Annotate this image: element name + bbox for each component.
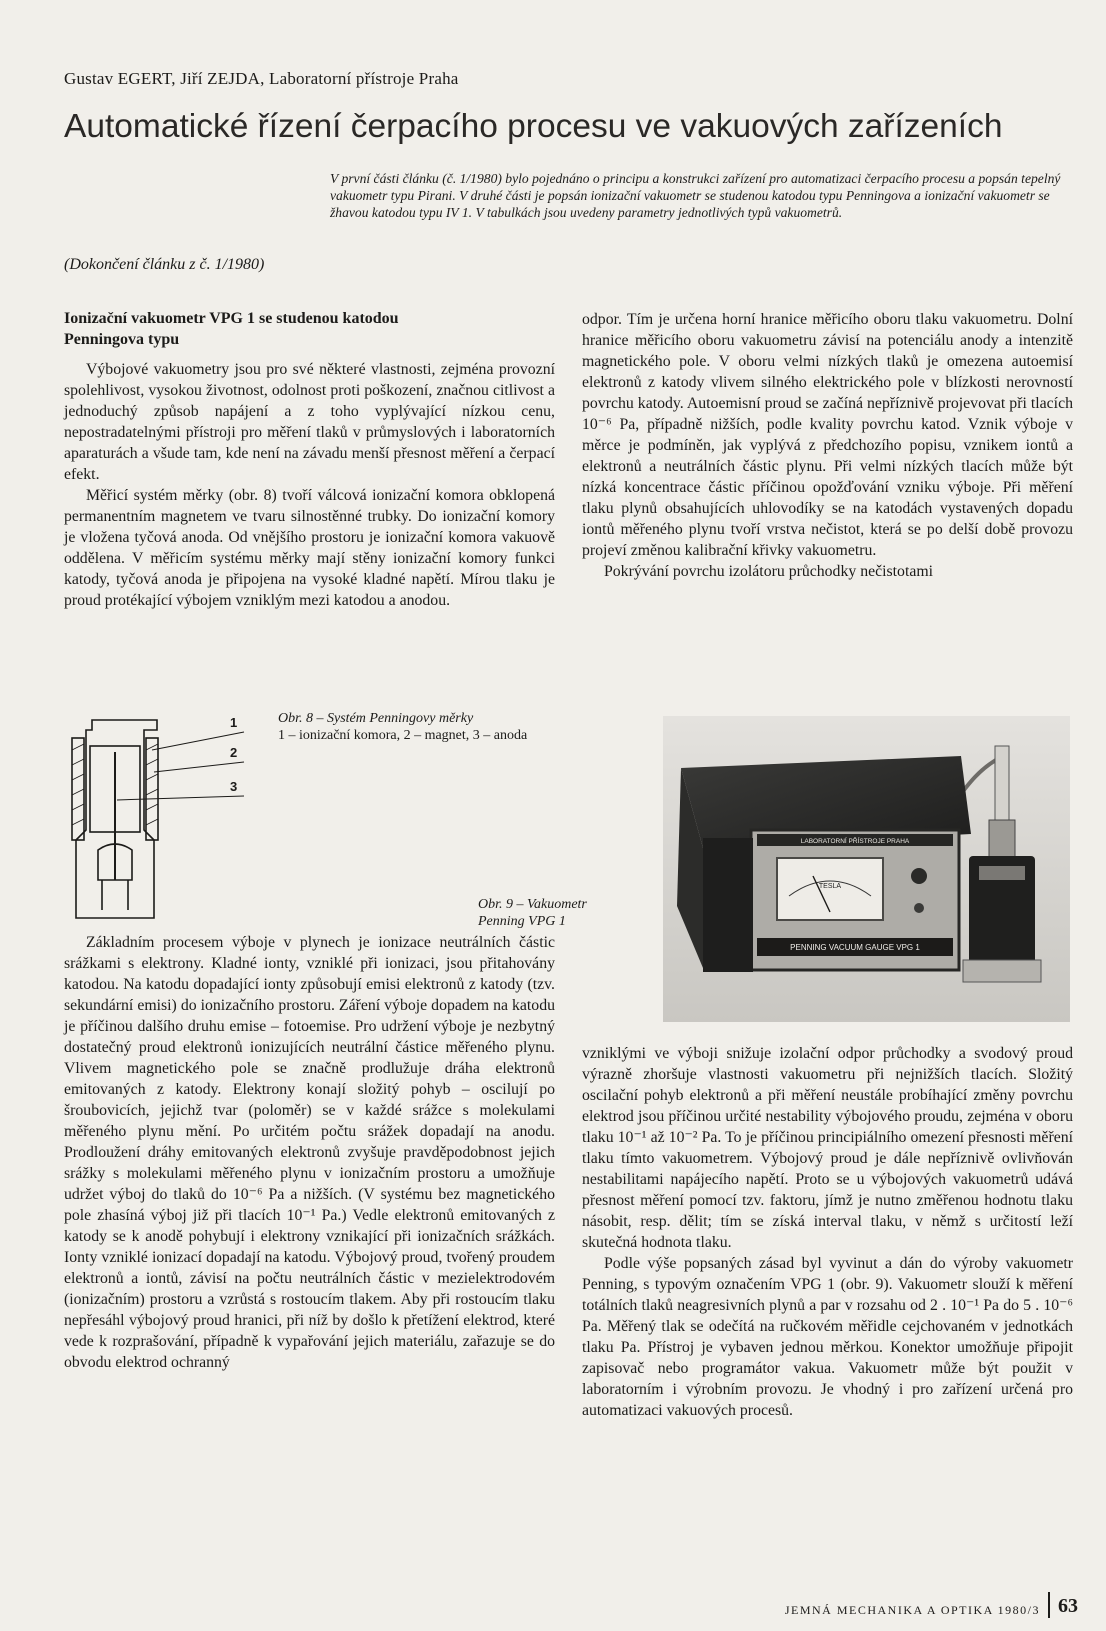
paragraph: Výbojové vakuometry jsou pro své některé vlastnosti, zejména provozní spolehlivost, vysokou životnost, odolnost proti poškození, značnou citlivost a jednoduchý způsob napájení a z toho vyplývající nízkou cenu, nepostradatelnými přístroji pro měření tlaků v průmyslových i laboratorních aparaturách a všude tam, kde není na závadu menší přesnost měření a čerpací efekt.	[64, 361, 555, 483]
maker-label: LABORATORNÍ PŘÍSTROJE PRAHA	[800, 838, 910, 845]
magnet-left	[72, 738, 84, 840]
paragraph: Podle výše popsaných zásad byl vyvinut a dán do výroby vakuometr Penning, s typovým označením VPG 1 (obr. 9). Vakuometr slouží k měření totálních tlaků neagresivních plynů a par v rozsahu od 2 . 10⁻¹ Pa do 5 . 10⁻⁶ Pa. Měřený tlak se odečítá na ručkovém měřidle cejchovaném v jednotkách tlaku Pa. Přístroj je vybaven jednou měrkou. Konektor umožňuje připojit zapisovač nebo programátor vakua. Vakuometr může být použit v laboratorním i výrobním provozu. Je vhodný i pro zařízení určená pro automatizaci vakuových procesů.	[582, 1255, 1073, 1419]
fig9-caption-line2: Penning VPG 1	[478, 914, 566, 929]
page-number: 63	[1058, 1595, 1078, 1617]
fig9-caption-line1: Obr. 9 – Vakuometr	[478, 897, 587, 912]
fig8-caption	[278, 710, 638, 744]
left-column-bottom	[64, 932, 555, 1373]
abstract: V první části článku (č. 1/1980) bylo pojednáno o principu a konstrukci zařízení pro automatizaci čerpacího procesu a popsán tepelný vakuometr typu Pirani. V druhé části je popsán ionizační vakuometr se studenou katodou typu Penningova a ionizační vakuometr se žhavou katodou typu IV 1. V tabulkách jsou uvedeny parametry jednotlivých typů vakuometrů.	[330, 171, 1061, 220]
envelope-outline	[76, 720, 157, 918]
fig9-caption	[478, 896, 658, 930]
fig8-label-1: 1	[230, 715, 238, 730]
journal-name: JEMNÁ MECHANIKA A OPTIKA 1980/3	[784, 1603, 1040, 1617]
leader-3	[117, 796, 244, 800]
fig8-caption-title: Obr. 8 – Systém Penningovy měrky	[278, 711, 474, 726]
fig8-caption-text: 1 – ionizační komora, 2 – magnet, 3 – anoda	[278, 728, 528, 743]
section-heading-line1: Ionizační vakuometr VPG 1 se studenou katodou	[64, 310, 399, 327]
article-title: Automatické řízení čerpacího procesu ve vakuových zařízeních	[64, 108, 1003, 145]
continued-note: (Dokončení článku z č. 1/1980)	[64, 256, 265, 273]
magnet-right	[146, 738, 158, 840]
page-footer	[785, 1592, 1078, 1618]
paragraph: vzniklými ve výboji snižuje izolační odpor průchodky a svodový proud výrazně zhoršuje vlastnosti vakuometru při nejnižších tlacích. Složitý oscilační pohyb elektronů a při měření neustále probíhající změny povrchu elektrod jsou příčinou určité nestability výbojového proudu, zejména v oboru tlaku 10⁻¹ až 10⁻² Pa. To je příčinou principiálního omezení přesnosti měření tlaku tímto vakuometrem. Výbojový proud je dále nepříznivě ovlivňován nestabilitami napájecího napětí. Proto se u výbojových vakuometrů udává přesnost měření pomocí tzv. faktoru, jímž je nutno změřenou hodnotu tlaku násobit, resp. dělit; tím se získá interval tlaku, v němž s určitostí leží skutečná hodnota tlaku.	[582, 1045, 1073, 1251]
left-column-top	[64, 308, 555, 611]
fig9-photo	[663, 716, 1070, 1022]
leader-2	[154, 762, 244, 772]
byline: Gustav EGERT, Jiří ZEJDA, Laboratorní přístroje Praha	[64, 69, 459, 88]
fig8-label-2: 2	[230, 745, 238, 760]
device-label: PENNING VACUUM GAUGE VPG 1	[790, 943, 920, 952]
fig8-diagram	[62, 710, 262, 930]
footer-divider	[1048, 1592, 1050, 1618]
right-column-bottom	[582, 1043, 1073, 1421]
fig8-label-3: 3	[230, 779, 238, 794]
section-heading-line2: Penningova typu	[64, 331, 180, 348]
paragraph: Měřicí systém měrky (obr. 8) tvoří válcová ionizační komora obklopená permanentním magnetem ve tvaru silnostěnné trubky. Do ionizační komory je vložena tyčová anoda. Od vnějšího prostoru je ionizační komora vakuově oddělena. V měřicím systému měrky mají stěny ionizační komory funkci katody, tyčová anoda je připojena na vysoké kladné napětí. Mírou tlaku je proud protékající výbojem vzniklým mezi katodou a anodou.	[64, 487, 555, 609]
meter-brand: TESLA	[818, 883, 842, 890]
paragraph: Základním procesem výboje v plynech je ionizace neutrálních částic srážkami s elektrony. Kladné ionty, vzniklé při ionizaci, jsou přitahovány katodou. Na katodu dopadající ionty způsobují emisi elektronů z katody (tzv. sekundární emisi) do ionizačního prostoru. Záření výboje dopadem na katodu je příčinou dalšího druhu emise – fotoemise. Pro udržení výboje je nezbytný dostatečný proud elektronů ionizujících neutrální částice měřeného plynu. Vlivem magnetického pole se značně prodlužuje dráha elektronů emitovaných z katody. Elektrony konají složitý pohyb – oscilují po šroubovicích, jejichž tvar (poloměr) se v každé srážce s molekulami měřeného plynu mění. Po určitém počtu srážek dopadají na anodu. Prodloužení dráhy emitovaných elektronů zvyšuje pravděpodobnost jejich srážky s molekulami měřeného plynu v ionizačním prostoru a umožňuje udržet výboj do tlaků do 10⁻⁶ Pa a nižších. (V systému bez magnetického pole zhasíná výboj již při tlacích 10⁻¹ Pa.) Vedle elektronů emitovaných z katody se k anodě pohybují i elektrony vznikající při ionizačních srážkách. Ionty vzniklé ionizací dopadají na katodu. Výbojový proud, tvořený proudem elektronů a iontů, závisí na počtu neutrálních částic v mezielektrodovém (ionizačním) prostoru a vzrůstá s rostoucím tlakem. Aby při rostoucím tlaku nepřesáhl výbojový proud hranici, při níž by došlo k přetížení elektrod, které vede k rozprašování, případně k vypařování jejich materiálu, zařazuje se do obvodu elektrod ochranný	[64, 934, 555, 1371]
fig9-photo-drawing	[663, 716, 1070, 1022]
right-column-top	[582, 309, 1073, 582]
paragraph: Pokrývání povrchu izolátoru průchodky nečistotami	[604, 563, 934, 580]
paragraph: odpor. Tím je určena horní hranice měřicího oboru tlaku vakuometru. Dolní hranice měřicího oboru vakuometru závisí na potenciálu anody a intenzitě magnetického pole. V oboru velmi nízkých tlaků je omezena autoemisí elektronů z katody vlivem silného elektrického pole v blízkosti nerovností povrchu katody. Autoemisní proud se začíná nepříznivě projevovat při tlacích 10⁻⁶ Pa, případně nižších, podle kvality povrchu katod. Vznik výboje v měrce je podmíněn, jak vyplývá z předchozího popisu, vznikem iontů a elektronů a neutrálních částic plynu. Při velmi nízkých tlacích může být nízká koncentrace částic příčinou opožďování vzniku výboje. Při měření tlaku plynů obsahujících uhlovodíky se na katodách vystavených dopadu iontů měřeného plynu tvoří vrstva nečistot, která se po delší době provozu projeví změnou kalibrační křivky vakuometru.	[582, 311, 1073, 559]
section-heading	[64, 308, 555, 350]
